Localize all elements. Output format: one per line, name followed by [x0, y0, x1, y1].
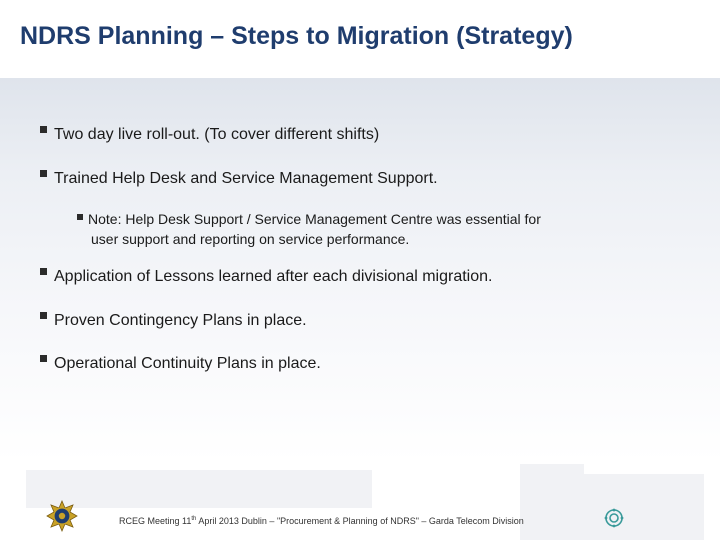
footer-caption-suffix: April 2013 Dublin – "Procurement & Planning of NDRS" – Garda Telecom Division — [196, 516, 524, 526]
sub-bullet-text-line2: user support and reporting on service performance. — [91, 231, 410, 247]
bullet-text: Trained Help Desk and Service Management Support. — [54, 170, 438, 187]
bullet-text: Two day live roll-out. (To cover different shifts) — [54, 126, 380, 143]
footer-caption-ordinal: th — [191, 516, 197, 522]
bullet-text: Operational Continuity Plans in place. — [54, 355, 321, 372]
footer-caption-prefix: RCEG Meeting 11 — [119, 516, 192, 526]
slide-title: NDRS Planning – Steps to Migration (Strategy) — [20, 22, 573, 50]
garda-crest-icon — [46, 500, 78, 532]
square-bullet-icon — [40, 126, 47, 133]
sub-bullet-text-line1: Note: Help Desk Support / Service Management Centre was essential for — [88, 211, 541, 227]
square-bullet-icon — [40, 355, 47, 362]
bullet-item — [40, 126, 379, 144]
bullet-text: Application of Lessons learned after each divisional migration. — [54, 268, 493, 285]
bullet-item — [40, 268, 492, 286]
sub-bullet-item — [77, 209, 637, 249]
bullet-item — [40, 355, 321, 373]
square-bullet-icon — [40, 268, 47, 275]
title-bar — [0, 0, 720, 78]
eu-presidency-logo-icon — [603, 506, 667, 530]
square-bullet-icon — [40, 312, 47, 319]
bullet-text: Proven Contingency Plans in place. — [54, 312, 307, 329]
square-bullet-icon — [77, 214, 83, 220]
footer-panel — [520, 464, 584, 540]
bullet-item — [40, 170, 438, 188]
bullet-item — [40, 312, 307, 330]
square-bullet-icon — [40, 170, 47, 177]
footer-caption — [119, 516, 524, 526]
